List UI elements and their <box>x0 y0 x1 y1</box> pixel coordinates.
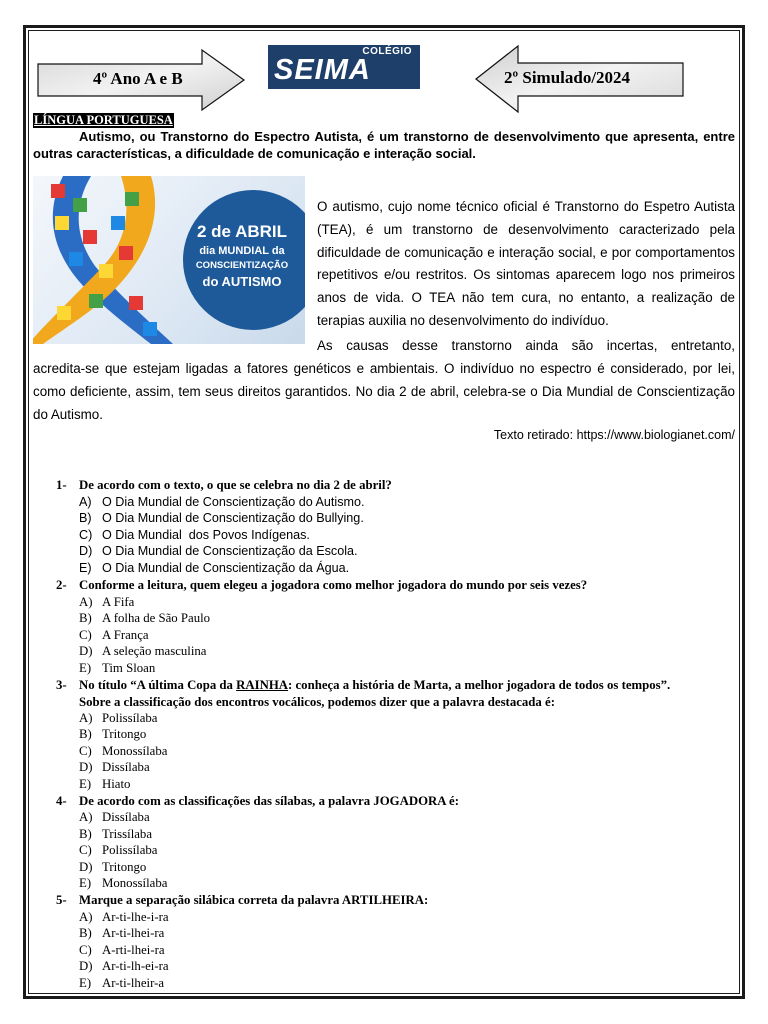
option-letter: E) <box>79 976 92 990</box>
option-text: O Dia Mundial dos Povos Indígenas. <box>102 528 310 542</box>
option-text: Trissílaba <box>102 827 153 841</box>
badge-awareness: CONSCIENTIZAÇÃO <box>195 260 289 271</box>
option-text: Monossílaba <box>102 876 168 890</box>
option-text: Ar-ti-lhe-i-ra <box>102 910 169 924</box>
exam-arrow-banner <box>474 44 686 114</box>
option-letter: B) <box>79 511 92 525</box>
option-letter: A) <box>79 910 93 924</box>
option-1e[interactable] <box>79 560 349 577</box>
option-letter: B) <box>79 727 92 741</box>
question-number: 1- <box>56 478 67 492</box>
badge-autism: do AUTISMO <box>202 274 282 289</box>
option-text: Polissílaba <box>102 843 158 857</box>
option-text: A-rti-lhei-ra <box>102 943 165 957</box>
option-text: Monossílaba <box>102 744 168 758</box>
option-5a[interactable] <box>79 909 169 926</box>
question-number: 4- <box>56 794 67 808</box>
option-text: Hiato <box>102 777 131 791</box>
subject-heading: LÍNGUA PORTUGUESA <box>34 113 173 127</box>
option-letter: E) <box>79 876 92 890</box>
question-number: 3- <box>56 678 67 692</box>
option-1d[interactable] <box>79 543 358 560</box>
option-text: Tritongo <box>102 727 147 741</box>
option-text: O Dia Mundial de Conscientização do Bullying. <box>102 511 364 525</box>
option-text: Dissílaba <box>102 810 150 824</box>
option-text: A França <box>102 628 149 642</box>
text-paragraph-2-rest: acredita-se que estejam ligadas a fatores genéticos e ambientais. O indivíduo no espectro é considerado, por lei, como deficiente, assim, tem seus direitos garantidos. No dia 2 de abril, celebra-se o Dia Mundial de Conscientização do Autismo. <box>33 361 735 422</box>
option-1a[interactable] <box>79 494 365 511</box>
option-3a[interactable] <box>79 710 157 727</box>
text-source: Texto retirado: https://www.biologianet.com/ <box>493 428 735 442</box>
text-paragraph-1: O autismo, cujo nome técnico oficial é Transtorno do Espetro Autista (TEA), é um transtorno de desenvolvimento caracterizado pela dificuldade de comunicação e interação social, e por comportamentos repetitivos e/ou restritos. Os sintomas aparecem logo nos primeiros anos de vida. O TEA não tem cura, no entanto, a realização de terapias auxilia no desenvolvimento do indivíduo. <box>317 199 735 328</box>
option-letter: B) <box>79 611 92 625</box>
option-letter: A) <box>79 810 93 824</box>
option-4b[interactable] <box>79 826 152 843</box>
option-letter: B) <box>79 926 92 940</box>
question-text: Marque a separação silábica correta da palavra ARTILHEIRA: <box>79 893 429 907</box>
option-letter: C) <box>79 943 92 957</box>
option-text: O Dia Mundial de Conscientização da Água. <box>102 561 350 575</box>
option-4c[interactable] <box>79 842 157 859</box>
option-letter: D) <box>79 959 93 973</box>
question-text: Conforme a leitura, quem elegeu a jogadora como melhor jogadora do mundo por seis vezes? <box>79 578 588 592</box>
option-1b[interactable] <box>79 510 364 527</box>
option-text: O Dia Mundial de Conscientização da Escola. <box>102 544 358 558</box>
option-3e[interactable] <box>79 776 130 793</box>
option-letter: C) <box>79 744 92 758</box>
option-letter: C) <box>79 528 93 542</box>
option-letter: D) <box>79 760 93 774</box>
option-4d[interactable] <box>79 859 146 876</box>
option-letter: D) <box>79 860 93 874</box>
logo-big-text: SEIMA <box>274 54 371 86</box>
option-2a[interactable] <box>79 594 134 611</box>
option-text: Polissílaba <box>102 711 158 725</box>
question-number: 5- <box>56 893 67 907</box>
option-2c[interactable] <box>79 627 149 644</box>
option-letter: A) <box>79 711 93 725</box>
question-1 <box>56 477 740 494</box>
option-5e[interactable] <box>79 975 164 992</box>
option-5d[interactable] <box>79 958 169 975</box>
option-5c[interactable] <box>79 942 165 959</box>
option-2e[interactable] <box>79 660 155 677</box>
question-4 <box>56 793 740 810</box>
option-4a[interactable] <box>79 809 150 826</box>
option-letter: E) <box>79 777 92 791</box>
option-2d[interactable] <box>79 643 206 660</box>
badge-day: dia MUNDIAL da <box>199 245 285 257</box>
option-letter: A) <box>79 595 93 609</box>
badge-date: 2 de ABRIL <box>196 222 288 241</box>
option-1c[interactable] <box>79 527 310 544</box>
option-letter: E) <box>79 661 92 675</box>
option-text: A seleção masculina <box>102 644 207 658</box>
option-letter: B) <box>79 827 92 841</box>
option-letter: E) <box>79 561 92 575</box>
option-text: O Dia Mundial de Conscientização do Autismo. <box>102 495 365 509</box>
option-text: Ar-ti-lhei-ra <box>102 926 165 940</box>
intro-text: Autismo, ou Transtorno do Espectro Autista, é um transtorno de desenvolvimento que apresenta, entre outras características, a dificuldade de comunicação e interação social. <box>33 129 735 161</box>
question-text-line2: Sobre a classificação dos encontros vocálicos, podemos dizer que a palavra destacada é: <box>79 694 555 709</box>
highlighted-word: RAINHA <box>236 678 289 692</box>
option-text: Tim Sloan <box>102 661 156 675</box>
class-arrow-banner <box>37 48 247 112</box>
option-letter: D) <box>79 544 93 558</box>
option-text: Ar-ti-lheir-a <box>102 976 165 990</box>
school-logo <box>268 45 420 89</box>
option-2b[interactable] <box>79 610 210 627</box>
question-2 <box>56 577 740 594</box>
question-text: De acordo com as classificações das sílabas, a palavra JOGADORA é: <box>79 794 459 808</box>
option-text: Dissílaba <box>102 760 150 774</box>
option-text: Ar-ti-lh-ei-ra <box>102 959 169 973</box>
question-text-after: : conheça a história de Marta, a melhor jogadora de todos os tempos”. <box>288 678 671 692</box>
question-number: 2- <box>56 578 67 592</box>
text-paragraph-2-start: As causas desse transtorno ainda são incertas, entretanto, <box>317 338 735 353</box>
option-letter: C) <box>79 628 92 642</box>
option-text: A folha de São Paulo <box>102 611 211 625</box>
class-label: 4º Ano A e B <box>93 69 183 88</box>
option-text: Tritongo <box>102 860 147 874</box>
question-text: De acordo com o texto, o que se celebra no dia 2 de abril? <box>79 478 392 492</box>
question-3 <box>56 677 740 710</box>
option-letter: D) <box>79 644 93 658</box>
autism-awareness-banner <box>33 176 305 344</box>
option-letter: A) <box>79 495 92 509</box>
question-text-before: No título “A última Copa da <box>79 678 237 692</box>
question-5 <box>56 892 740 909</box>
option-3c[interactable] <box>79 743 167 760</box>
option-3b[interactable] <box>79 726 146 743</box>
exam-label: 2º Simulado/2024 <box>504 68 631 87</box>
logo-small-text: COLÉGIO <box>362 46 412 57</box>
option-letter: C) <box>79 843 92 857</box>
option-5b[interactable] <box>79 925 164 942</box>
question-text <box>79 677 740 694</box>
option-3d[interactable] <box>79 759 150 776</box>
option-text: A Fifa <box>102 595 135 609</box>
option-4e[interactable] <box>79 875 167 892</box>
